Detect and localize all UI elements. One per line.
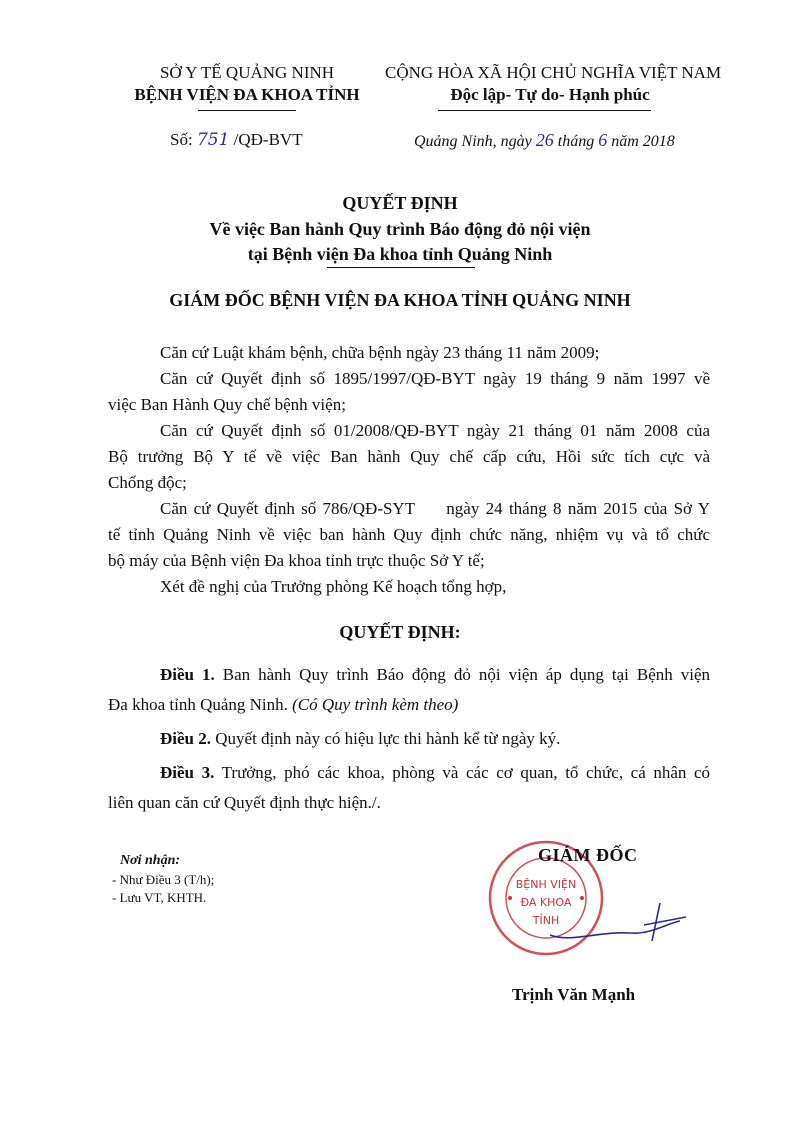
document-number bbox=[170, 130, 303, 150]
article-note: (Có Quy trình kèm theo) bbox=[292, 695, 459, 714]
doc-number-handwritten: 751 bbox=[196, 130, 230, 150]
article-text: Quyết định này có hiệu lực thi hành kể từ ngày ký. bbox=[215, 729, 561, 748]
article-3 bbox=[108, 758, 710, 788]
preamble-line: bộ máy của Bệnh viện Đa khoa tỉnh trực thuộc Sở Y tế; bbox=[108, 551, 485, 570]
issuer-underline bbox=[198, 110, 296, 111]
handwritten-signature bbox=[540, 895, 700, 955]
article-label: Điều 3. bbox=[160, 763, 215, 782]
articles bbox=[108, 660, 710, 818]
national-motto-block bbox=[385, 62, 722, 106]
doc-number-suffix: /QĐ-BVT bbox=[233, 130, 303, 149]
seal-line3: TỈNH bbox=[532, 914, 560, 927]
preamble-line: Căn cứ Quyết định số 01/2008/QĐ-BYT ngày 21 tháng 01 năm 2008 của bbox=[160, 421, 710, 440]
issuer-block bbox=[112, 62, 382, 106]
issuer-parent: SỞ Y TẾ QUẢNG NINH bbox=[159, 63, 335, 82]
article-label: Điều 1. bbox=[160, 665, 215, 684]
issuer-name: BỆNH VIỆN ĐA KHOA TỈNH bbox=[134, 85, 360, 104]
article-label: Điều 2. bbox=[160, 729, 211, 748]
document-subject-line1: Về việc Ban hành Quy trình Báo động đỏ nội viện bbox=[209, 219, 591, 239]
article-2 bbox=[108, 724, 710, 754]
motto-underline bbox=[438, 110, 651, 111]
preamble-line: Chống độc; bbox=[108, 473, 187, 492]
recipients-heading: Nơi nhận: bbox=[120, 853, 181, 868]
seal-line1: BỆNH VIỆN bbox=[515, 878, 577, 891]
country-name: CỘNG HÒA XÃ HỘI CHỦ NGHĨA VIỆT NAM bbox=[385, 63, 722, 82]
article-3-cont bbox=[108, 788, 710, 818]
document-title: QUYẾT ĐỊNH bbox=[342, 193, 458, 213]
recipient-item: - Lưu VT, KHTH. bbox=[112, 890, 207, 905]
seal-line2: ĐA KHOA bbox=[520, 896, 572, 909]
preamble-line: Bộ trưởng Bộ Y tế về việc Ban hành Quy chế cấp cứu, Hồi sức tích cực và bbox=[108, 447, 710, 466]
preamble-line: tế tỉnh Quảng Ninh về việc ban hành Quy định chức năng, nhiệm vụ và tổ chức bbox=[108, 525, 710, 544]
month-label: tháng bbox=[557, 133, 595, 150]
doc-number-prefix: Số: bbox=[170, 130, 193, 149]
preamble-line: Căn cứ Quyết định số 786/QĐ-SYT ngày 24 tháng 8 năm 2015 của Sở Y bbox=[160, 499, 710, 518]
signer-title: GIÁM ĐỐC bbox=[538, 845, 638, 865]
preamble-line: Xét đề nghị của Trưởng phòng Kế hoạch tổng hợp, bbox=[160, 577, 507, 596]
preamble bbox=[108, 340, 710, 600]
date-month: 6 bbox=[598, 130, 608, 150]
year-label: năm 2018 bbox=[611, 133, 675, 150]
article-text: Trưởng, phó các khoa, phòng và các cơ quan, tổ chức, cá nhân có bbox=[221, 763, 710, 782]
article-1 bbox=[108, 660, 710, 690]
preamble-line: Căn cứ Luật khám bệnh, chữa bệnh ngày 23 tháng 11 năm 2009; bbox=[160, 343, 600, 362]
national-motto: Độc lập- Tự do- Hạnh phúc bbox=[450, 85, 650, 104]
title-underline bbox=[327, 267, 475, 268]
article-text: liên quan căn cứ Quyết định thực hiện./. bbox=[108, 793, 381, 812]
place-label: Quảng Ninh, ngày bbox=[414, 133, 532, 150]
decision-heading: QUYẾT ĐỊNH: bbox=[339, 622, 461, 642]
article-text: Đa khoa tỉnh Quảng Ninh. bbox=[108, 695, 288, 714]
article-1-cont bbox=[108, 690, 710, 720]
document-subject-line2: tại Bệnh viện Đa khoa tỉnh Quảng Ninh bbox=[247, 244, 553, 264]
article-text: Ban hành Quy trình Báo động đỏ nội viện áp dụng tại Bệnh viện bbox=[222, 665, 711, 684]
signer-name: Trịnh Văn Mạnh bbox=[512, 985, 636, 1004]
preamble-line: việc Ban Hành Quy chế bệnh viện; bbox=[108, 395, 346, 414]
preamble-line: Căn cứ Quyết định số 1895/1997/QĐ-BYT ngày 19 tháng 9 năm 1997 về bbox=[160, 369, 710, 388]
issuing-authority: GIÁM ĐỐC BỆNH VIỆN ĐA KHOA TỈNH QUẢNG NINH bbox=[169, 290, 631, 310]
recipient-item: - Như Điều 3 (T/h); bbox=[112, 872, 215, 887]
date-day: 26 bbox=[535, 130, 554, 150]
place-date bbox=[414, 130, 675, 151]
